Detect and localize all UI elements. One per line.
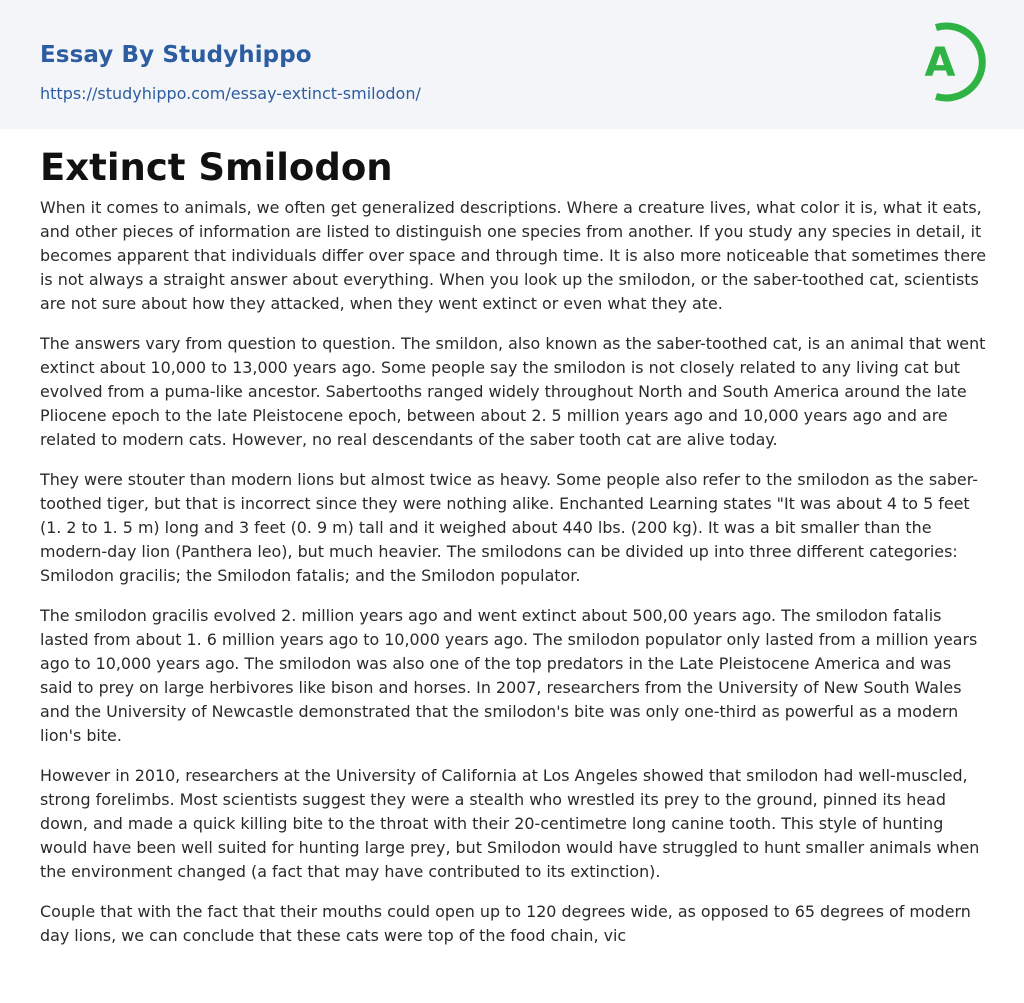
site-title[interactable]: Essay By Studyhippo — [40, 42, 312, 68]
essay-paragraph: The smilodon gracilis evolved 2. million years ago and went extinct about 500,00 years ago. The smilodon fatalis lasted from about 1. 6 million years ago to 10,000 years ago. The smilodon populator only lasted from a million years ago to 10,000 years ago. The smilodon was also one of the top predators in the Late Pleistocene America and was said to prey on large herbivores like bison and horses. In 2007, researchers from the University of New South Wales and the University of Newcastle demonstrated that the smilodon's bite was only one-third as powerful as a modern lion's bite. — [40, 606, 978, 745]
essay-content — [40, 144, 988, 964]
essay-url-link[interactable]: https://studyhippo.com/essay-extinct-smilodon/ — [40, 84, 421, 103]
logo-letter: A — [924, 40, 956, 86]
essay-paragraph: They were stouter than modern lions but almost twice as heavy. Some people also refer to the smilodon as the saber-toothed tiger, but that is incorrect since they were nothing alike. Enchanted Learning states "It was about 4 to 5 feet (1. 2 to 1. 5 m) long and 3 feet (0. 9 m) tall and it weighed about 440 lbs. (200 kg). It was a bit smaller than the modern-day lion (Panthera leo), but much heavier. The smilodons can be divided up into three different categories: Smilodon gracilis; the Smilodon fatalis; and the Smilodon populator. — [40, 470, 978, 585]
essay-paragraph: However in 2010, researchers at the University of California at Los Angeles showed that smilodon had well-muscled, strong forelimbs. Most scientists suggest they were a stealth who wrestled its prey to the ground, pinned its head down, and made a quick killing bite to the throat with their 20-centimetre long canine tooth. This style of hunting would have been well suited for hunting large prey, but Smilodon would have struggled to hunt smaller animals when the environment changed (a fact that may have contributed to its extinction). — [40, 766, 980, 881]
studyhippo-logo-icon[interactable] — [910, 18, 988, 106]
essay-paragraph: The answers vary from question to question. The smildon, also known as the saber-toothed cat, is an animal that went extinct about 10,000 to 13,000 years ago. Some people say the smilodon is not closely related to any living cat but evolved from a puma-like ancestor. Sabertooths ranged widely throughout North and South America around the late Pliocene epoch to the late Pleistocene epoch, between about 2. 5 million years ago and 10,000 years ago and are related to modern cats. However, no real descendants of the saber tooth cat are alive today. — [40, 334, 986, 449]
essay-paragraph: When it comes to animals, we often get generalized descriptions. Where a creature lives, what color it is, what it eats, and other pieces of information are listed to distinguish one species from another. If you study any species in detail, it becomes apparent that individuals differ over space and through time. It is also more noticeable that sometimes there is not always a straight answer about everything. When you look up the smilodon, or the saber-toothed cat, scientists are not sure about how they attacked, when they went extinct or even what they ate. — [40, 198, 987, 313]
page-title: Extinct Smilodon — [40, 146, 393, 189]
essay-paragraph: Couple that with the fact that their mouths could open up to 120 degrees wide, as opposed to 65 degrees of modern day lions, we can conclude that these cats were top of the food chain, vic — [40, 902, 971, 945]
site-header — [0, 0, 1024, 129]
